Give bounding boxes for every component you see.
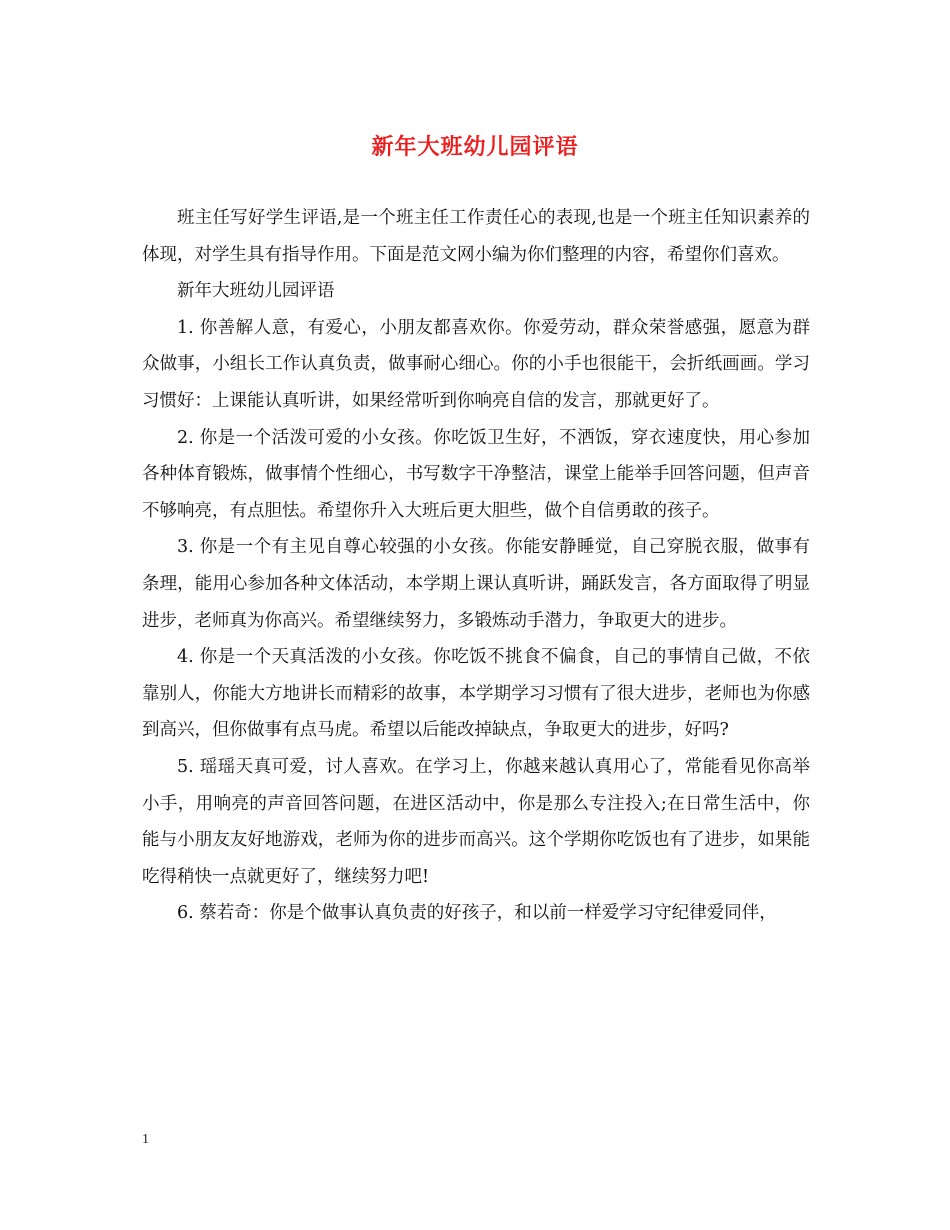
comment-paragraph-1: 1. 你善解人意，有爱心，小朋友都喜欢你。你爱劳动，群众荣誉感强，愿意为群众做事，小组长工作认真负责，做事耐心细心。你的小手也很能干，会折纸画画。学习习惯好：上课能认真听讲，如果经常听到你响亮自信的发言，那就更好了。	[142, 317, 810, 411]
comment-paragraph-4: 4. 你是一个天真活泼的小女孩。你吃饭不挑食不偏食，自己的事情自己做，不依靠别人，你能大方地讲长而精彩的故事，本学期学习习惯有了很大进步，老师也为你感到高兴，但你做事有点马虎。希望以后能改掉缺点，争取更大的进步，好吗?	[142, 647, 810, 741]
intro-paragraph: 班主任写好学生评语,是一个班主任工作责任心的表现,也是一个班主任知识素养的体现，对学生具有指导作用。下面是范文网小编为你们整理的内容，希望你们喜欢。	[142, 208, 810, 265]
page-number: 1	[142, 1132, 149, 1147]
document-title: 新年大班幼儿园评语	[371, 134, 579, 160]
comment-paragraph-2: 2. 你是一个活泼可爱的小女孩。你吃饭卫生好，不洒饭，穿衣速度快，用心参加各种体育锻炼，做事情个性细心，书写数字干净整洁，课堂上能举手回答问题，但声音不够响亮，有点胆怯。希望你升入大班后更大胆些，做个自信勇敢的孩子。	[142, 427, 810, 521]
comment-paragraph-6: 6. 蔡若奇：你是个做事认真负责的好孩子，和以前一样爱学习守纪律爱同伴，	[177, 903, 777, 924]
comment-paragraph-5: 5. 瑶瑶天真可爱，讨人喜欢。在学习上，你越来越认真用心了，常能看见你高举小手，用响亮的声音回答问题，在进区活动中，你是那么专注投入;在日常生活中，你能与小朋友友好地游戏，老师为你的进步而高兴。这个学期你吃饭也有了进步，如果能吃得稍快一点就更好了，继续努力吧!	[142, 756, 810, 887]
section-heading: 新年大班幼儿园评语	[177, 281, 335, 302]
document-body	[142, 200, 810, 932]
comment-paragraph-3: 3. 你是一个有主见自尊心较强的小女孩。你能安静睡觉，自己穿脱衣服，做事有条理，能用心参加各种文体活动，本学期上课认真听讲，踊跃发言，各方面取得了明显进步，老师真为你高兴。希望继续努力，多锻炼动手潜力，争取更大的进步。	[142, 537, 810, 631]
